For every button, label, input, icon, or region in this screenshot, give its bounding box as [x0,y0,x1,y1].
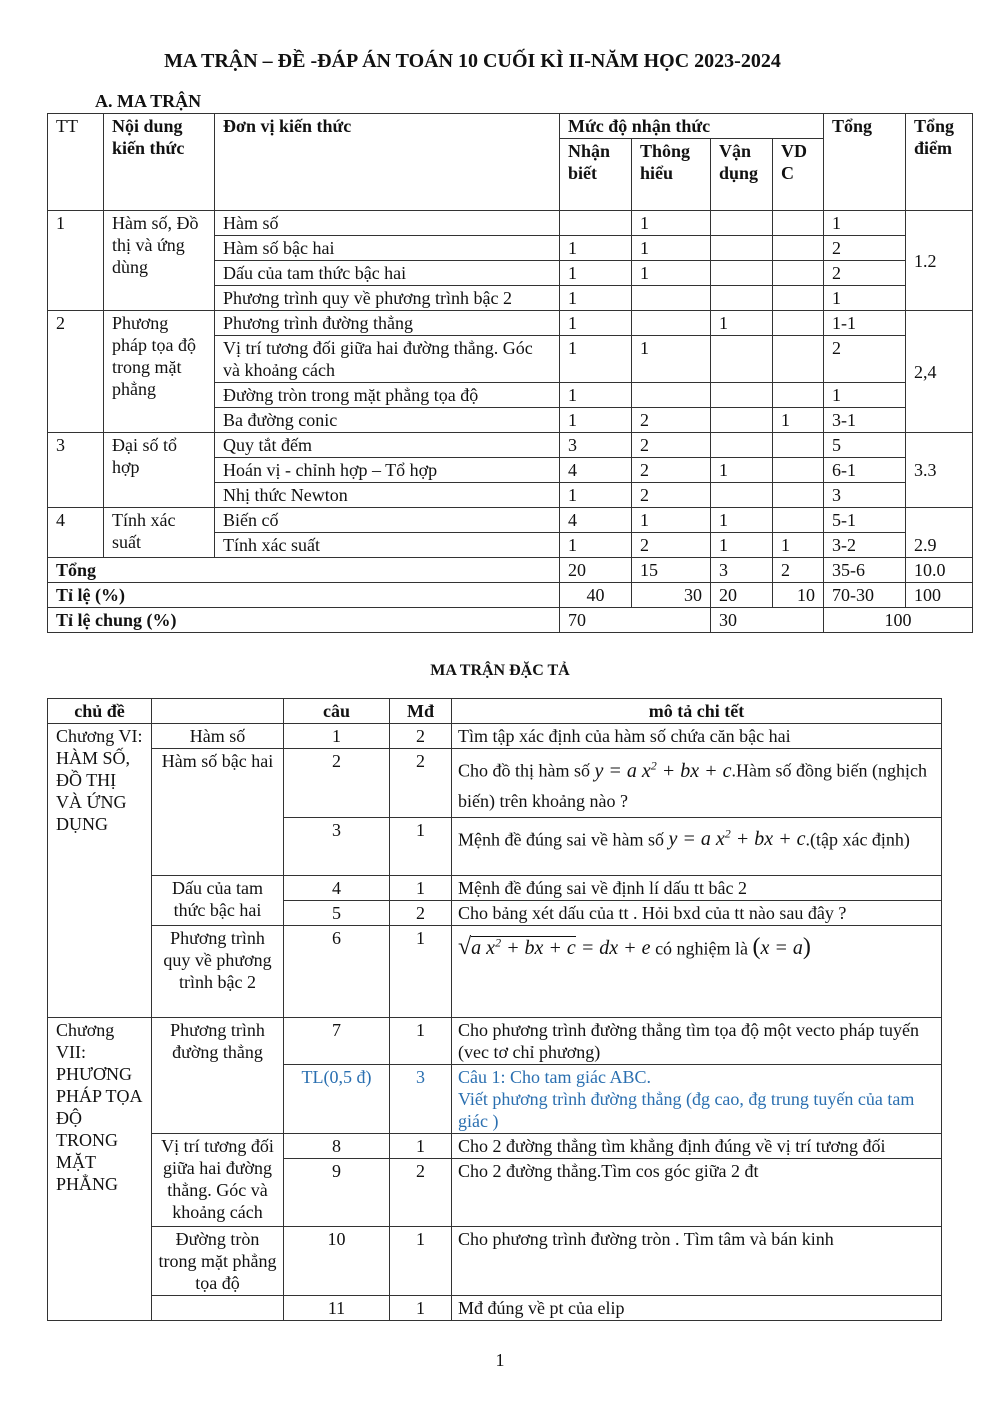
vdc-cell [773,236,824,261]
quadratic-formula: y = a $x^2$ + bx + c [594,758,732,782]
desc-cell: Mđ đúng về pt của elip [452,1295,942,1320]
subtopic-cell: Hàm số [152,724,284,749]
desc-text: .(tập xác định) [805,829,910,850]
vd-cell [711,261,773,286]
nb-cell: 1 [560,286,632,311]
page-number: 1 [495,1350,505,1370]
tong-cell: 1-1 [824,311,906,336]
desc-cell: Cho 2 đường thẳng tìm khẳng định đúng về vị trí tương đối [452,1133,942,1158]
th-cell: 2 [632,533,711,558]
cau-cell: 10 [284,1226,390,1295]
unit-cell: Ba đường conic [215,408,560,433]
vd-cell [711,383,773,408]
nb-cell: 1 [560,261,632,286]
spec-header-cau: câu [284,699,390,724]
spec-header-md: Mđ [390,699,452,724]
cau-cell: 9 [284,1158,390,1226]
vdc-cell [773,286,824,311]
tong-cell: 5-1 [824,508,906,533]
th-cell: 2 [632,433,711,458]
tong-cell: 6-1 [824,458,906,483]
unit-cell: Nhị thức Newton [215,483,560,508]
general-c: 100 [824,608,973,633]
desc-text: Cho đồ thị hàm số [458,760,591,781]
total-nb: 20 [560,558,632,583]
total-th: 15 [632,558,711,583]
ratio-vd: 20 [711,583,773,608]
nb-cell: 4 [560,508,632,533]
md-cell: 1 [390,1017,452,1064]
nb-cell: 1 [560,383,632,408]
group-topic: Tính xác suất [104,508,215,558]
vdc-cell [773,433,824,458]
header-vdc: VD C [773,139,824,211]
nb-cell: 1 [560,311,632,336]
header-van-dung: Vận dụng [711,139,773,211]
solution-formula: (x = a) [752,934,811,961]
ratio-nb: 40 [560,583,632,608]
group-points: 2,4 [906,311,973,433]
cau-cell: 4 [284,875,390,900]
subtopic-cell: Dấu của tam thức bậc hai [152,875,284,925]
unit-cell: Tính xác suất [215,533,560,558]
unit-cell: Phương trình đường thẳng [215,311,560,336]
vdc-cell: 1 [773,408,824,433]
vdc-cell: 1 [773,533,824,558]
total-vd: 3 [711,558,773,583]
vdc-cell [773,383,824,408]
unit-cell: Dấu của tam thức bậc hai [215,261,560,286]
desc-cell [452,925,942,1017]
th-cell: 2 [632,458,711,483]
desc-cell: Cho bảng xét dấu của tt . Hỏi bxd của tt nào sau đây ? [452,900,942,925]
nb-cell: 3 [560,433,632,458]
unit-cell: Đường tròn trong mặt phẳng tọa độ [215,383,560,408]
group-points: 3.3 [906,433,973,508]
cau-cell: 7 [284,1017,390,1064]
general-b: 30 [711,608,824,633]
desc-text: Viết phương trình đường thẳng (đg cao, đg trung tuyến của tam giác ) [458,1088,915,1131]
unit-cell: Hàm số bậc hai [215,236,560,261]
unit-cell: Hàm số [215,211,560,236]
tong-cell: 1 [824,383,906,408]
cau-cell: TL(0,5 đ) [284,1064,390,1133]
cau-cell: 2 [284,749,390,818]
th-cell: 2 [632,483,711,508]
tong-cell: 5 [824,433,906,458]
total-diem: 10.0 [906,558,973,583]
th-cell [632,311,711,336]
vdc-cell [773,211,824,236]
md-cell: 2 [390,900,452,925]
group-tt: 3 [48,433,104,508]
ratio-tong: 70-30 [824,583,906,608]
desc-cell: Cho 2 đường thẳng.Tìm cos góc giữa 2 đt [452,1158,942,1226]
subtopic-cell: Đường tròn trong mặt phẳng tọa độ [152,1226,284,1295]
desc-cell [452,1064,942,1133]
cau-cell: 5 [284,900,390,925]
nb-cell: 1 [560,236,632,261]
spec-header-mo-ta: mô tả chi tết [452,699,942,724]
md-cell: 1 [390,1226,452,1295]
cau-cell: 8 [284,1133,390,1158]
group-topic: Đại số tổ hợp [104,433,215,508]
th-cell: 1 [632,261,711,286]
desc-cell [452,749,942,818]
th-cell: 2 [632,408,711,433]
group-tt: 1 [48,211,104,311]
subtopic-cell: Phương trình quy về phương trình bậc 2 [152,925,284,1017]
nb-cell [560,211,632,236]
md-cell: 1 [390,1295,452,1320]
header-tong: Tổng [824,114,906,211]
unit-cell: Vị trí tương đối giữa hai đường thẳng. Góc và khoảng cách [215,336,560,383]
unit-cell: Hoán vị - chỉnh hợp – Tổ hợp [215,458,560,483]
vd-cell: 1 [711,311,773,336]
group-tt: 4 [48,508,104,558]
vd-cell [711,211,773,236]
md-cell: 3 [390,1064,452,1133]
unit-cell: Phương trình quy về phương trình bậc 2 [215,286,560,311]
th-cell: 1 [632,508,711,533]
subtopic-cell: Phương trình đường thẳng [152,1017,284,1133]
md-cell: 2 [390,749,452,818]
header-muc-do: Mức độ nhận thức [560,114,824,139]
vdc-cell [773,458,824,483]
tong-cell: 1 [824,286,906,311]
subtopic-cell: Vị trí tương đối giữa hai đường thẳng. Góc và khoảng cách [152,1133,284,1226]
total-vdc: 2 [773,558,824,583]
vdc-cell [773,483,824,508]
vd-cell [711,408,773,433]
cau-cell: 3 [284,817,390,875]
nb-cell: 1 [560,533,632,558]
header-thong-hieu: Thông hiểu [632,139,711,211]
group-tt: 2 [48,311,104,433]
vd-cell [711,433,773,458]
spec-table [47,698,942,1321]
md-cell: 1 [390,817,452,875]
chapter-6 [48,724,152,1018]
cau-cell: 11 [284,1295,390,1320]
total-label: Tổng [48,558,560,583]
th-cell: 1 [632,211,711,236]
vd-cell [711,236,773,261]
th-cell: 1 [632,236,711,261]
th-cell: 1 [632,336,711,383]
ratio-label: Tỉ lệ (%) [48,583,560,608]
tong-cell: 1 [824,211,906,236]
vdc-cell [773,261,824,286]
nb-cell: 1 [560,336,632,383]
chapter-6-label: Chương VI: HÀM SỐ, ĐỒ THỊ VÀ ỨNG DỤNG [56,726,143,834]
header-don-vi: Đơn vị kiến thức [215,114,560,211]
section-a-heading: A. MA TRẬN [95,91,202,111]
group-points: 2.9 [906,508,973,558]
total-tong: 35-6 [824,558,906,583]
desc-cell: Cho phương trình đường tròn . Tìm tâm và bán kinh [452,1226,942,1295]
md-cell: 1 [390,925,452,1017]
vd-cell [711,336,773,383]
tong-cell: 2 [824,236,906,261]
vdc-cell [773,336,824,383]
md-cell: 1 [390,1133,452,1158]
radical-equation: √a $x^2$ + bx + c = dx + e [458,934,651,961]
vdc-cell [773,311,824,336]
tong-cell: 2 [824,261,906,286]
vd-cell: 1 [711,508,773,533]
md-cell: 1 [390,875,452,900]
nb-cell: 1 [560,483,632,508]
vd-cell: 1 [711,458,773,483]
vd-cell [711,483,773,508]
nb-cell: 1 [560,408,632,433]
group-topic: Hàm số, Đồ thị và ứng dùng [104,211,215,311]
quadratic-formula: y = a $x^2$ + bx + c [668,826,806,851]
header-noi-dung: Nội dung kiến thức [104,114,215,211]
cau-cell: 1 [284,724,390,749]
chapter-7-label: Chương VII: PHƯƠNG PHÁP TỌA ĐỘ TRONG MẶT PHẲNG [56,1019,142,1194]
vd-cell: 1 [711,533,773,558]
header-tong-diem: Tổng điểm [906,114,973,211]
tong-cell: 2 [824,336,906,383]
spec-header-chu-de: chủ đề [48,699,152,724]
general-a: 70 [560,608,711,633]
desc-text: Câu 1: Cho tam giác ABC. [458,1066,651,1087]
ratio-th: 30 [632,583,711,608]
header-tt: TT [48,114,104,211]
desc-text: Mệnh đề đúng sai về hàm số [458,829,664,850]
desc-cell: Cho phương trình đường thẳng tìm tọa độ một vecto pháp tuyến (vec tơ chỉ phương) [452,1017,942,1064]
desc-cell: Mệnh đề đúng sai về định lí dấu tt bâc 2 [452,875,942,900]
page-title: MA TRẬN – ĐỀ -ĐÁP ÁN TOÁN 10 CUỐI KÌ II-NĂM HỌC 2023-2024 [164,50,781,72]
header-nhan-biet: Nhận biết [560,139,632,211]
subtopic-cell: Hàm số bậc hai [152,749,284,876]
group-topic: Phương pháp tọa độ trong mặt phẳng [104,311,215,433]
cau-cell: 6 [284,925,390,1017]
md-cell: 2 [390,1158,452,1226]
general-label: Tỉ lệ chung (%) [48,608,560,633]
desc-text: .Hàm số đồng biến (nghịch biến) trên khoảng nào ? [458,760,927,811]
matrix-table [47,113,973,633]
unit-cell: Quy tắt đếm [215,433,560,458]
vd-cell [711,286,773,311]
md-cell: 2 [390,724,452,749]
ratio-vdc: 10 [773,583,824,608]
desc-cell [452,817,942,875]
group-points: 1.2 [906,211,973,311]
tong-cell: 3 [824,483,906,508]
th-cell [632,286,711,311]
th-cell [632,383,711,408]
desc-cell: Tìm tập xác định của hàm số chứa căn bậc hai [452,724,942,749]
unit-cell: Biến cố [215,508,560,533]
chapter-7 [48,1017,152,1320]
ratio-diem: 100 [906,583,973,608]
nb-cell: 4 [560,458,632,483]
tong-cell: 3-1 [824,408,906,433]
desc-text: có nghiệm là [655,938,749,959]
spec-header-blank [152,699,284,724]
tong-cell: 3-2 [824,533,906,558]
subtopic-cell [152,1295,284,1320]
spec-title: MA TRẬN ĐẶC TẢ [430,662,570,679]
vdc-cell [773,508,824,533]
